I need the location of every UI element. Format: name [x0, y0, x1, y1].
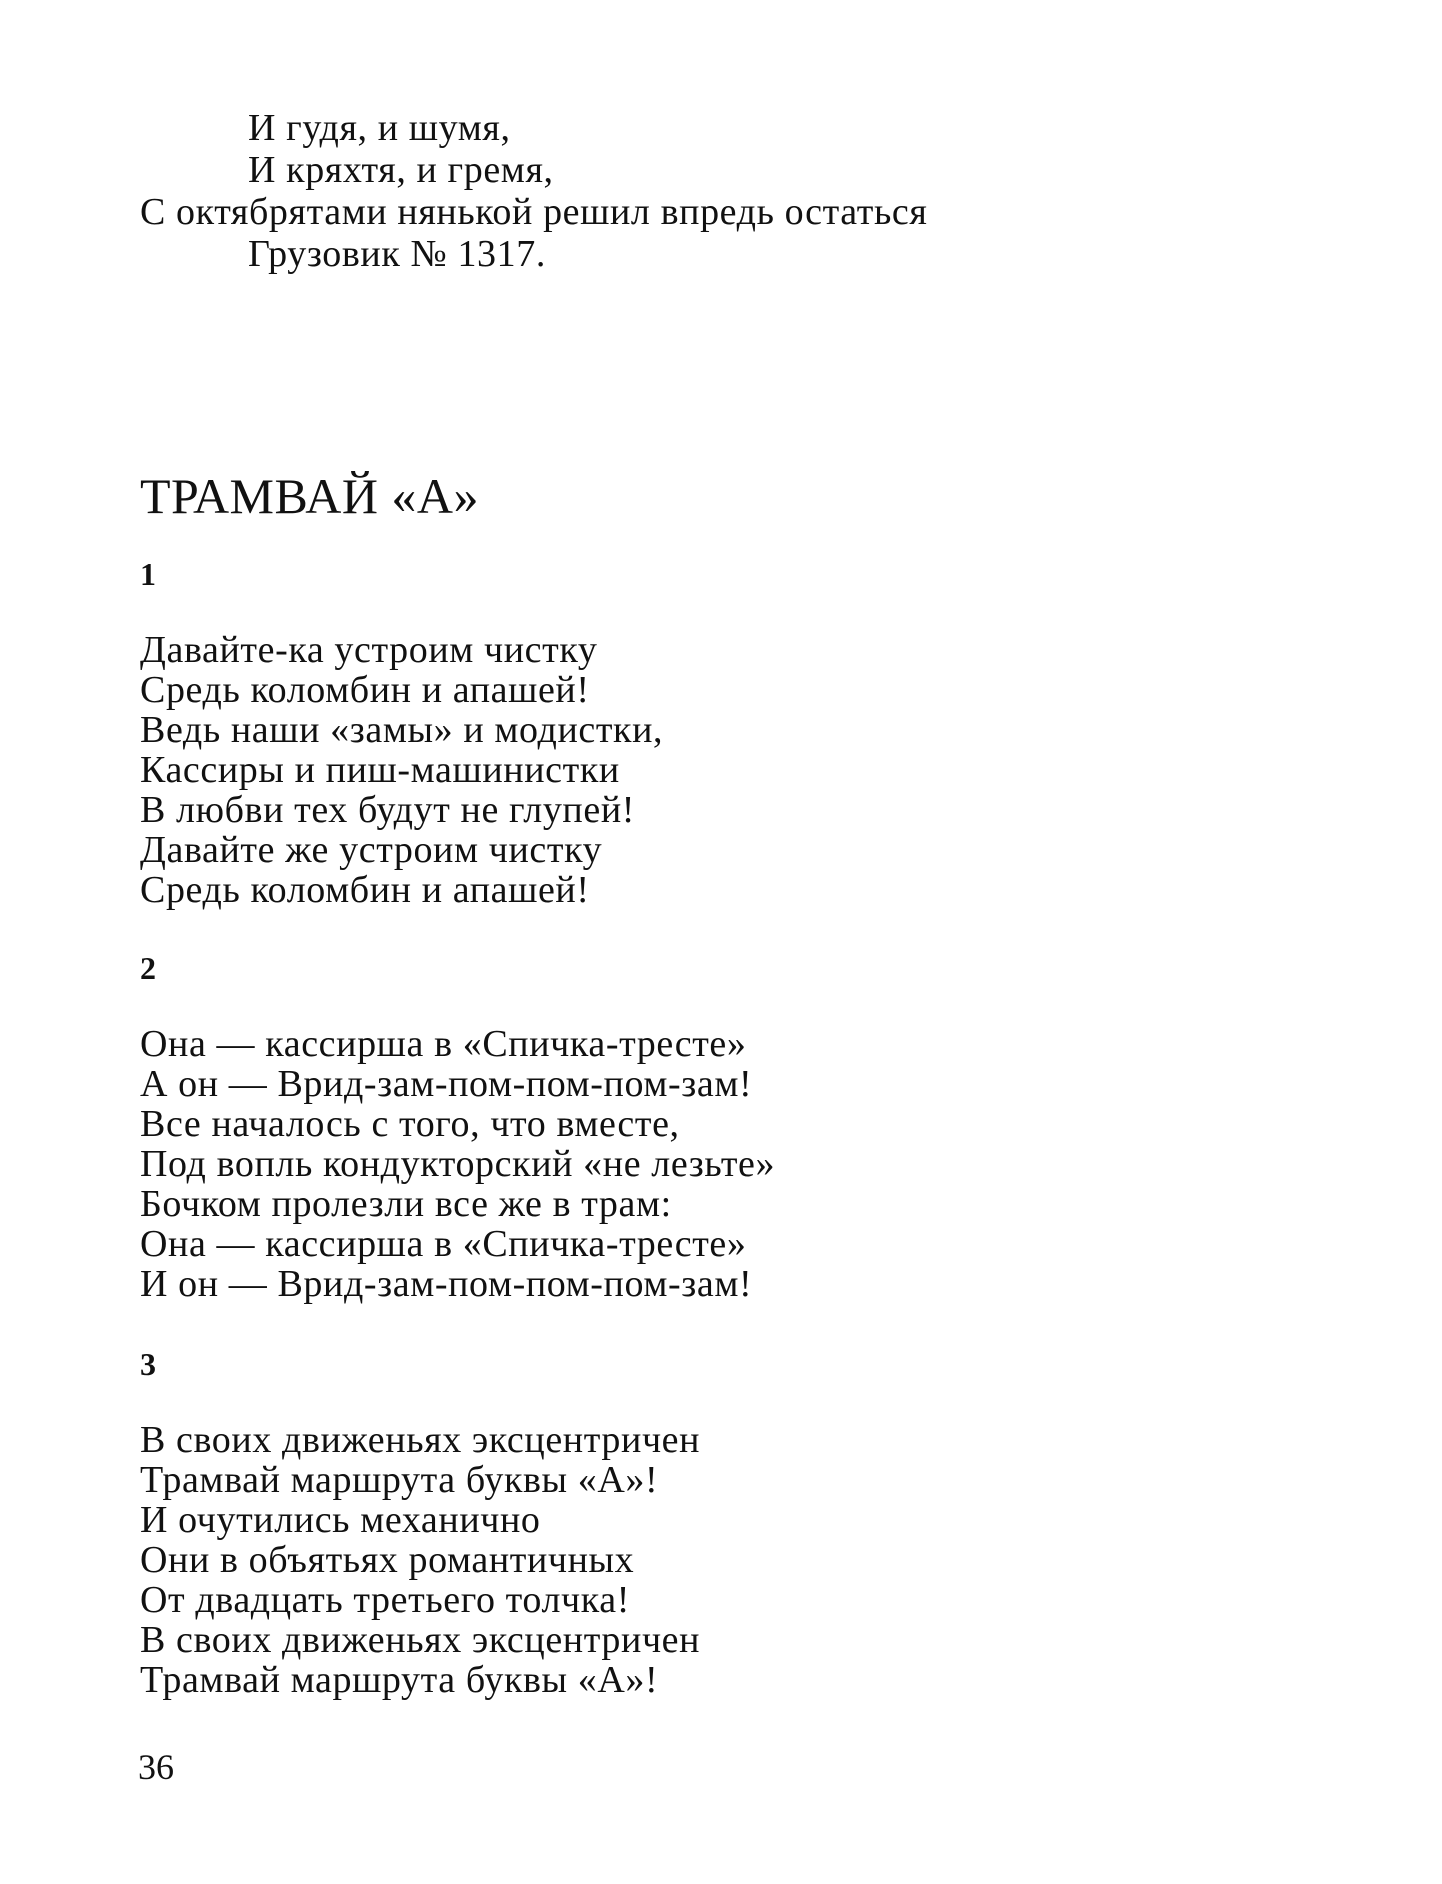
verse-line: Средь коломбин и апашей!: [140, 869, 590, 911]
verse-line: Кассиры и пиш-машинистки: [140, 749, 620, 791]
verse-line: Трамвай маршрута буквы «А»!: [140, 1659, 659, 1701]
section-number: 3: [140, 1346, 156, 1382]
section-number: 2: [140, 950, 156, 986]
verse-line: Трамвай маршрута буквы «А»!: [140, 1459, 659, 1501]
verse-line: Они в объятьях романтичных: [140, 1539, 635, 1581]
verse-line: Она — кассирша в «Спичка-тресте»: [140, 1223, 747, 1265]
intro-line: И гудя, и шумя,: [248, 107, 511, 149]
verse-line: Она — кассирша в «Спичка-тресте»: [140, 1023, 747, 1065]
page-number: 36: [138, 1747, 174, 1787]
verse-line: И очутились механично: [140, 1499, 541, 1541]
section-number: 1: [140, 556, 156, 592]
intro-line: Грузовик № 1317.: [248, 233, 546, 275]
verse-line: Давайте же устроим чистку: [140, 829, 603, 871]
verse-line: От двадцать третьего толчка!: [140, 1579, 630, 1621]
poem-title: ТРАМВАЙ «А»: [140, 468, 480, 524]
verse-line: Средь коломбин и апашей!: [140, 669, 590, 711]
verse-line: А он — Врид-зам-пом-пом-пом-зам!: [140, 1063, 753, 1105]
verse-line: Давайте-ка устроим чистку: [140, 629, 598, 671]
verse-line: Бочком пролезли все же в трам:: [140, 1183, 672, 1225]
verse-line: Под вопль кондукторский «не лезьте»: [140, 1143, 776, 1185]
verse-line: Ведь наши «замы» и модистки,: [140, 709, 664, 751]
verse-line: В своих движеньях эксцентричен: [140, 1419, 701, 1461]
intro-line: С октябрятами нянькой решил впредь остаться: [140, 191, 928, 233]
intro-line: И кряхтя, и гремя,: [248, 149, 554, 191]
verse-line: В своих движеньях эксцентричен: [140, 1619, 701, 1661]
verse-line: И он — Врид-зам-пом-пом-пом-зам!: [140, 1263, 753, 1305]
verse-line: В любви тех будут не глупей!: [140, 789, 636, 831]
verse-line: Все началось с того, что вместе,: [140, 1103, 680, 1145]
